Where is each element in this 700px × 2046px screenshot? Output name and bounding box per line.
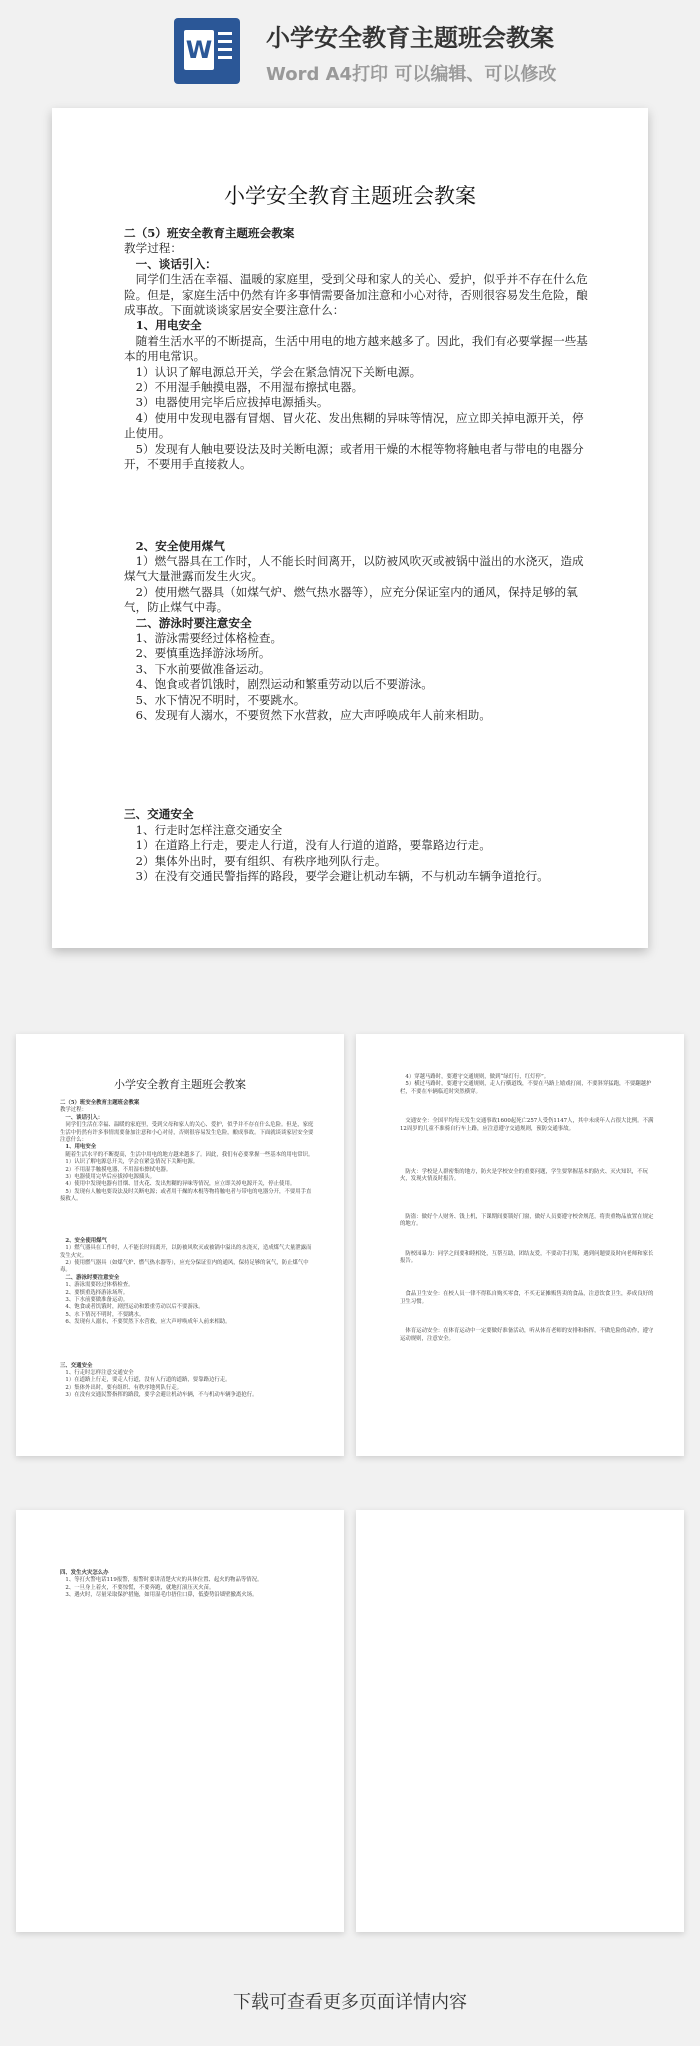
doc-line: 二（5）班安全教育主题班会教案 bbox=[124, 226, 295, 240]
doc-line: 2）使用燃气器具（如煤气炉、燃气热水器等），应充分保证室内的通风，保持足够的氧气，防止煤气中毒。 bbox=[124, 584, 578, 615]
doc-line: 3、下水前要做准备运动。 bbox=[135, 661, 271, 676]
thumb-body bbox=[400, 1074, 654, 1343]
doc-line: 4）使用中发现电器有冒烟、冒火花、发出焦糊的异味等情况，应立即关掉电源开关，停止使用。 bbox=[124, 410, 584, 441]
thumb-line: 3、下水前要做准备运动。 bbox=[65, 1296, 129, 1303]
thumb-line: 二、游泳时要注意安全 bbox=[65, 1274, 120, 1281]
doc-line: 一、谈话引入： bbox=[135, 256, 217, 271]
thumb-body bbox=[60, 1100, 314, 1400]
doc-line: 3）电器使用完毕后应拔掉电源插头。 bbox=[135, 395, 329, 410]
thumb-line: 随着生活水平的不断提高，生活中用电的地方越来越多了。因此，我们有必要掌握一些基本的用电常识。 bbox=[65, 1151, 314, 1158]
thumb-line: 3、遇火时，尽量采取保护措施，如用湿毛巾捂住口鼻，低姿势沿墙壁撤离火场。 bbox=[65, 1592, 258, 1599]
doc-line: 1、行走时怎样注意交通安全 bbox=[135, 822, 283, 837]
thumb-line: 4、饱食或者饥饿时，剧烈运动和繁重劳动以后不要游泳。 bbox=[65, 1304, 204, 1311]
doc-line: 1）在道路上行走，要走人行道，没有人行道的道路，要靠路边行走。 bbox=[135, 838, 491, 853]
thumb-line: 2、一旦身上着火，不要惊慌，不要奔跑，就地打滚压灭火苗。 bbox=[65, 1584, 215, 1591]
doc-line: 三、交通安全 bbox=[124, 807, 194, 822]
thumb-line: 教学过程： bbox=[60, 1107, 87, 1114]
doc-line: 4、饱食或者饥饿时，剧烈运动和繁重劳动以后不要游泳。 bbox=[135, 677, 433, 692]
thumb-line: 防火：学校是人群密集的地方，防火是学校安全的重要问题，学生要掌握基本的防火、灭火知识，不玩火，发现火情及时报告。 bbox=[400, 1169, 648, 1183]
doc-line: 同学们生活在幸福、温暖的家庭里，受到父母和家人的关心、爱护，似乎并不存在什么危险。但是，家庭生活中仍然有许多事情需要备加注意和小心对待，否则很容易发生危险，酿成事故。下面就谈谈家居安全要注意什么： bbox=[124, 272, 588, 318]
header-subtitle: Word A4打印 可以编辑、可以修改 bbox=[266, 64, 557, 85]
thumb-line: 体育运动安全：在体育运动中一定要做好准备活动，听从体育老师的安排和指挥，不做危险的动作，遵守运动规则，注意安全。 bbox=[400, 1328, 654, 1342]
thumb-body bbox=[60, 1570, 314, 1600]
page-thumbnail-1[interactable] bbox=[16, 1034, 344, 1456]
thumb-line: 4）穿越马路时，要遵守交通规则，做到“绿灯行，红灯停”。 bbox=[405, 1074, 550, 1080]
document-body bbox=[124, 226, 592, 884]
thumb-line: 1）认识了解电源总开关，学会在紧急情况下关断电源。 bbox=[65, 1159, 199, 1166]
thumb-line: 3）在没有交通民警指挥的路段，要学会避让机动车辆，不与机动车辆争道抢行。 bbox=[65, 1392, 258, 1399]
doc-line: 6、发现有人溺水，不要贸然下水营救，应大声呼唤成年人前来相助。 bbox=[135, 707, 491, 722]
doc-line: 2、安全使用煤气 bbox=[135, 538, 225, 553]
thumb-line: 2）使用燃气器具（如煤气炉、燃气热水器等），应充分保证室内的通风，保持足够的氧气，防止煤气中毒。 bbox=[60, 1259, 309, 1274]
doc-line: 1、用电安全 bbox=[135, 318, 202, 333]
doc-line: 2）集体外出时，要有组织、有秩序地列队行走。 bbox=[135, 853, 387, 868]
thumb-line: 二（5）班安全教育主题班会教案 bbox=[60, 1100, 140, 1106]
thumb-line: 2）不用湿手触摸电器，不用湿布擦拭电器。 bbox=[65, 1166, 172, 1173]
doc-line: 教学过程： bbox=[124, 241, 182, 256]
doc-line: 5、水下情况不明时，不要跳水。 bbox=[135, 692, 306, 707]
page-thumbnail-2[interactable] bbox=[356, 1034, 684, 1456]
doc-line: 随着生活水平的不断提高，生活中用电的地方越来越多了。因此，我们有必要掌握一些基本的用电常识。 bbox=[124, 333, 588, 364]
doc-line: 1）燃气器具在工作时，人不能长时间离开，以防被风吹灭或被锅中溢出的水浇灭，造成煤气大量泄露而发生火灾。 bbox=[124, 553, 584, 584]
thumb-line: 食品卫生安全：在校人员一律不得私自购买零食，不买无证摊贩售卖的食品，注意饮食卫生，养成良好的卫生习惯。 bbox=[400, 1291, 654, 1305]
document-title: 小学安全教育主题班会教案 bbox=[224, 184, 476, 208]
thumb-line: 防盗：做好个人财务、钱上机，下课期间要锁好门窗，做好人员要遵守校舍规范，将贵重物品放置在规定的地方。 bbox=[400, 1213, 654, 1228]
doc-line: 1、游泳需要经过体格检查。 bbox=[135, 630, 283, 645]
thumb-line: 防校园暴力：同学之间要和睦相处，互帮互助，团结友爱，不要动手打架，遇到问题要及时向老师和家长报告。 bbox=[400, 1250, 654, 1265]
thumb-line: 2、安全使用煤气 bbox=[65, 1237, 107, 1244]
header-banner bbox=[0, 0, 700, 100]
doc-line: 1）认识了解电源总开关，学会在紧急情况下关断电源。 bbox=[135, 364, 422, 379]
thumb-line: 三、交通安全 bbox=[60, 1362, 93, 1369]
header-title: 小学安全教育主题班会教案 bbox=[266, 24, 554, 52]
document-page-preview bbox=[52, 108, 648, 948]
thumb-line: 1、等打火警电话119报警，报警时要讲清楚火灾的具体位置、起火的物品等情况。 bbox=[65, 1577, 263, 1584]
doc-line: 3）在没有交通民警指挥的路段，要学会避让机动车辆，不与机动车辆争道抢行。 bbox=[135, 869, 549, 883]
thumb-line: 1、行走时怎样注意交通安全 bbox=[65, 1369, 134, 1376]
thumb-line: 6、发现有人溺水，不要贸然下水营救，应大声呼唤成年人前来相助。 bbox=[65, 1319, 231, 1326]
page-thumbnail-4[interactable] bbox=[356, 1510, 684, 1932]
thumb-line: 1）在道路上行走，要走人行道，没有人行道的道路，要靠路边行走。 bbox=[65, 1377, 231, 1384]
doc-line: 5）发现有人触电要设法及时关断电源；或者用干燥的木棍等物将触电者与带电的电器分开，不要用手直接救人。 bbox=[124, 441, 584, 472]
doc-line: 二、游泳时要注意安全 bbox=[135, 615, 252, 630]
page-thumbnail-3[interactable] bbox=[16, 1510, 344, 1932]
thumb-line: 5、水下情况不明时，不要跳水。 bbox=[65, 1311, 145, 1318]
thumb-title: 小学安全教育主题班会教案 bbox=[114, 1078, 246, 1091]
thumb-line: 5）发现有人触电要设法及时关断电源；或者用干燥的木棍等物将触电者与带电的电器分开，不要用手直接救人。 bbox=[60, 1188, 312, 1203]
thumb-line: 交通安全：全国平均每天发生交通事故1600起死亡257人受伤1147人，其中未成年人占很大比例。不满12周岁的儿童不准骑自行车上路，应注意遵守交通规则，预防交通事故。 bbox=[400, 1118, 654, 1132]
thumb-line: 2、要慎重选择游泳场所。 bbox=[65, 1289, 129, 1296]
word-icon: W bbox=[174, 18, 240, 84]
thumb-line: 一、谈话引入： bbox=[65, 1114, 104, 1121]
download-more-link[interactable]: 下载可查看更多页面详情内容 bbox=[233, 1992, 467, 2013]
doc-line: 2）不用湿手触摸电器，不用湿布擦拭电器。 bbox=[135, 380, 364, 395]
thumb-line: 2）集体外出时，要有组织、有秩序地列队行走。 bbox=[65, 1384, 183, 1391]
thumb-line: 四、发生火灾怎么办 bbox=[60, 1570, 109, 1576]
thumb-line: 5）横过马路时，要遵守交通规则，走人行横道线，不要在马路上嬉戏打闹，不要斜穿猛跑，不要翻越护栏，不要在车辆临近时突然横穿。 bbox=[400, 1081, 652, 1095]
thumb-line: 同学们生活在幸福、温暖的家庭里，受到父母和家人的关心、爱护，似乎并不存在什么危险。但是，家庭生活中仍然有许多事情需要备加注意和小心对待，否则很容易发生危险，酿成事故。下面就谈谈家居安全要注意什么： bbox=[60, 1122, 314, 1144]
thumb-line: 1、游泳需要经过体格检查。 bbox=[65, 1282, 134, 1289]
thumb-line: 4）使用中发现电器有冒烟、冒火花、发出焦糊的异味等情况，应立即关掉电源开关，停止使用。 bbox=[65, 1181, 296, 1188]
thumb-line: 1、用电安全 bbox=[65, 1144, 97, 1151]
thumb-line: 1）燃气器具在工作时，人不能长时间离开，以防被风吹灭或被锅中溢出的水浇灭，造成煤气大量泄露而发生火灾。 bbox=[60, 1245, 312, 1259]
thumb-line: 3）电器使用完毕后应拔掉电源插头。 bbox=[65, 1174, 156, 1181]
doc-line: 2、要慎重选择游泳场所。 bbox=[135, 646, 271, 661]
